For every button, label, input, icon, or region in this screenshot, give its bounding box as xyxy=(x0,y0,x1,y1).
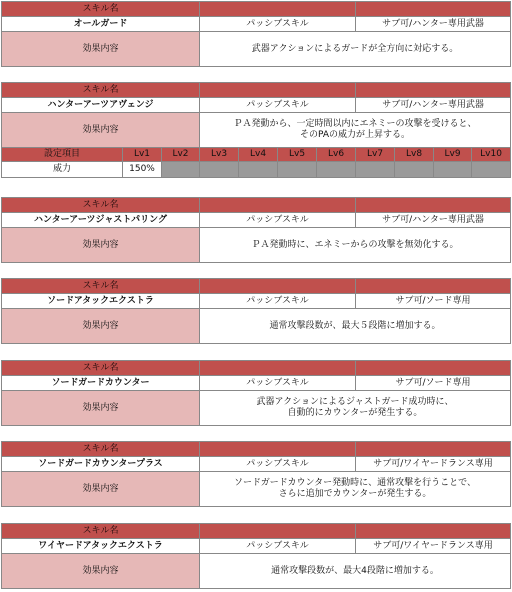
effect-text: 武器アクションによるジャストガード成功時に、 自動的にカウンターが発生する。 xyxy=(200,391,511,426)
effect-text: 通常攻撃段数が、最大4段階に増加する。 xyxy=(200,554,511,589)
skill-table-2 xyxy=(1,82,510,178)
level-value: 150% xyxy=(123,162,162,178)
skill-restriction: サブ可/ハンター専用武器 xyxy=(356,98,511,113)
effect-text: 通常攻撃段数が、最大５段階に増加する。 xyxy=(200,309,511,344)
skill-name-header: スキル名 xyxy=(2,2,200,17)
skill-restriction: サブ可/ワイヤードランス専用 xyxy=(356,539,511,554)
level-header: Lv9 xyxy=(434,148,472,162)
effect-label: 効果内容 xyxy=(2,113,200,148)
effect-label: 効果内容 xyxy=(2,32,200,67)
skill-table-5 xyxy=(1,360,510,426)
skill-name-header: スキル名 xyxy=(2,361,200,376)
skill-type: パッシブスキル xyxy=(200,213,356,228)
level-value xyxy=(356,162,395,178)
skill-name: ソードガードカウンタープラス xyxy=(2,457,200,472)
skill-name-header: スキル名 xyxy=(2,83,200,98)
skill-name-header: スキル名 xyxy=(2,198,200,213)
level-header: Lv1 xyxy=(123,148,162,162)
skill-name: ソードガードカウンター xyxy=(2,376,200,391)
effect-label: 効果内容 xyxy=(2,309,200,344)
skill-name: ハンターアーツジャストパリング xyxy=(2,213,200,228)
level-header: Lv4 xyxy=(239,148,278,162)
skill-type: パッシブスキル xyxy=(200,98,356,113)
skill-name: ハンターアーツアヴェンジ xyxy=(2,98,200,113)
level-header: Lv10 xyxy=(472,148,511,162)
skill-type: パッシブスキル xyxy=(200,457,356,472)
effect-label: 効果内容 xyxy=(2,228,200,263)
skill-restriction: サブ可/ハンター専用武器 xyxy=(356,213,511,228)
skill-name-header: スキル名 xyxy=(2,524,200,539)
effect-label: 効果内容 xyxy=(2,391,200,426)
setting-label: 設定項目 xyxy=(2,148,123,162)
level-value xyxy=(162,162,200,178)
skill-type: パッシブスキル xyxy=(200,539,356,554)
level-header: Lv8 xyxy=(395,148,434,162)
skill-restriction: サブ可/ソード専用 xyxy=(356,376,511,391)
skill-type: パッシブスキル xyxy=(200,17,356,32)
level-value xyxy=(239,162,278,178)
effect-text: ソードガードカウンター発動時に、通常攻撃を行うことで、 さらに追加でカウンターが発生する。 xyxy=(200,472,511,507)
skill-name-header: スキル名 xyxy=(2,442,200,457)
level-value xyxy=(434,162,472,178)
level-value xyxy=(200,162,239,178)
level-value xyxy=(472,162,511,178)
skill-table-3 xyxy=(1,197,510,263)
skill-type: パッシブスキル xyxy=(200,376,356,391)
skill-restriction: サブ可/ハンター専用武器 xyxy=(356,17,511,32)
effect-text: 武器アクションによるガードが全方向に対応する。 xyxy=(200,32,511,67)
skill-name: ワイヤードアタックエクストラ xyxy=(2,539,200,554)
effect-text: ＰＡ発動時に、エネミーからの攻撃を無効化する。 xyxy=(200,228,511,263)
skill-type: パッシブスキル xyxy=(200,294,356,309)
level-value xyxy=(278,162,317,178)
level-value xyxy=(395,162,434,178)
skill-table-1 xyxy=(1,1,510,67)
skill-table-4 xyxy=(1,278,510,344)
level-value xyxy=(317,162,356,178)
level-header: Lv5 xyxy=(278,148,317,162)
skill-restriction: サブ可/ワイヤードランス専用 xyxy=(356,457,511,472)
skill-table-6 xyxy=(1,441,510,507)
level-header: Lv3 xyxy=(200,148,239,162)
skill-name: ソードアタックエクストラ xyxy=(2,294,200,309)
effect-label: 効果内容 xyxy=(2,554,200,589)
level-header: Lv6 xyxy=(317,148,356,162)
effect-text: ＰＡ発動から、一定時間以内にエネミーの攻撃を受けると、 そのPAの威力が上昇する。 xyxy=(200,113,511,148)
level-header: Lv2 xyxy=(162,148,200,162)
skill-name-header: スキル名 xyxy=(2,279,200,294)
effect-label: 効果内容 xyxy=(2,472,200,507)
skill-table-7 xyxy=(1,523,510,589)
skill-restriction: サブ可/ソード専用 xyxy=(356,294,511,309)
power-label: 威力 xyxy=(2,162,123,178)
skill-name: オールガード xyxy=(2,17,200,32)
level-header: Lv7 xyxy=(356,148,395,162)
